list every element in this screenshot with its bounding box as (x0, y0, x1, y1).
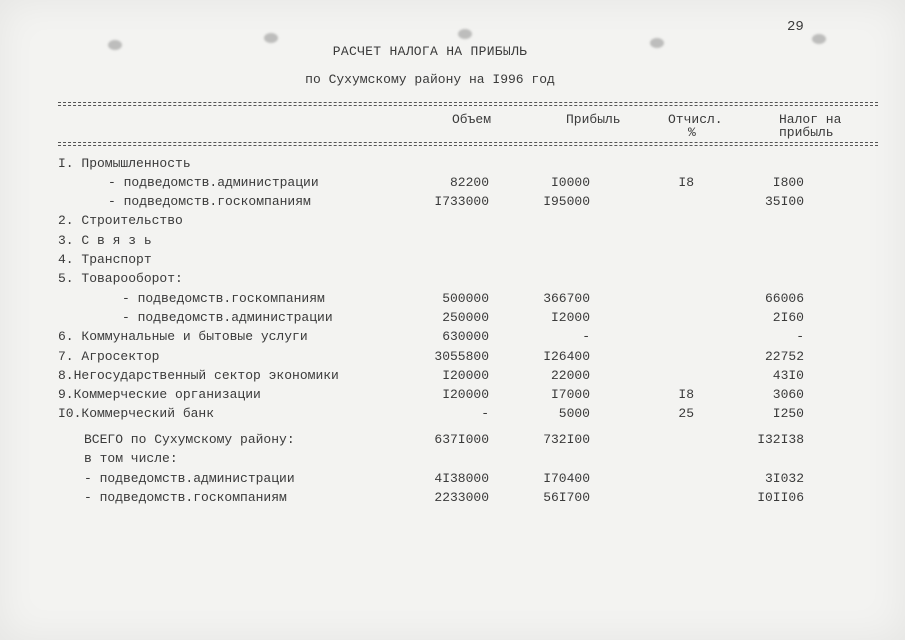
column-header-tax-line1: Налог на (779, 112, 842, 127)
column-header-deduction-line2: % (688, 125, 696, 140)
row-label: ВСЕГО по Сухумскому району: (84, 432, 295, 447)
cell-volume: I20000 (442, 387, 489, 402)
column-header-volume: Объем (452, 112, 492, 127)
column-header-tax-line2: прибыль (779, 125, 834, 140)
row-label: 5. Товарооборот: (58, 271, 183, 286)
cell-tax: 2I60 (772, 310, 804, 325)
table-row (0, 213, 905, 232)
row-label: - подведомств.госкомпаниям (84, 490, 287, 505)
table-rule-top (58, 102, 878, 103)
cell-tax: I800 (772, 175, 804, 190)
table-row (0, 387, 905, 406)
cell-tax: I0II06 (757, 490, 804, 505)
table-row (0, 194, 905, 213)
table-row (0, 349, 905, 368)
row-label: I0.Коммерческий банк (58, 406, 215, 421)
table-row (0, 329, 905, 348)
cell-tax: - (796, 329, 804, 344)
cell-volume: 2233000 (434, 490, 489, 505)
table-row (0, 175, 905, 194)
cell-tax: 22752 (764, 349, 804, 364)
cell-profit: 5000 (558, 406, 590, 421)
ink-smudge (458, 29, 472, 39)
row-label: 7. Агросектор (58, 349, 160, 364)
cell-profit: 366700 (543, 291, 590, 306)
table-row (0, 406, 905, 425)
row-label: I. Промышленность (58, 156, 191, 171)
cell-profit: 22000 (550, 368, 590, 383)
table-row (0, 490, 905, 509)
table-row (0, 291, 905, 310)
table-row (0, 471, 905, 490)
cell-volume: - (481, 406, 489, 421)
cell-deduction: I8 (678, 387, 694, 402)
table-rule-bottom (58, 142, 878, 143)
cell-profit: I70400 (543, 471, 590, 486)
table-row (0, 451, 905, 470)
column-header-tax (779, 113, 841, 139)
row-label: - подведомств.администрации (108, 175, 319, 190)
cell-deduction: I8 (678, 175, 694, 190)
table-row (0, 310, 905, 329)
row-label: - подведомств.администрации (122, 310, 333, 325)
cell-volume: 637I000 (434, 432, 489, 447)
cell-profit: - (582, 329, 590, 344)
cell-tax: 3060 (772, 387, 804, 402)
cell-volume: 3055800 (434, 349, 489, 364)
table-rule-top (58, 105, 878, 106)
row-label: 4. Транспорт (58, 252, 152, 267)
cell-volume: 82200 (449, 175, 489, 190)
cell-deduction: 25 (678, 406, 694, 421)
cell-volume: 630000 (442, 329, 489, 344)
cell-profit: I0000 (550, 175, 590, 190)
ink-smudge (264, 33, 278, 43)
column-header-profit: Прибыль (566, 112, 621, 127)
table-row (0, 156, 905, 175)
cell-profit: 56I700 (543, 490, 590, 505)
cell-tax: 3I032 (764, 471, 804, 486)
row-label: 2. Строительство (58, 213, 183, 228)
cell-profit: 732I00 (543, 432, 590, 447)
cell-tax: I250 (772, 406, 804, 421)
document-title: РАСЧЕТ НАЛОГА НА ПРИБЫЛЬ (332, 44, 528, 59)
cell-volume: I733000 (434, 194, 489, 209)
cell-profit: I7000 (550, 387, 590, 402)
cell-volume: 250000 (442, 310, 489, 325)
ink-smudge (650, 38, 664, 48)
table-row (0, 252, 905, 271)
cell-volume: I20000 (442, 368, 489, 383)
row-label: 8.Негосударственный сектор экономики (58, 368, 339, 383)
cell-profit: I2000 (550, 310, 590, 325)
table-row (0, 233, 905, 252)
cell-volume: 500000 (442, 291, 489, 306)
cell-tax: 66006 (764, 291, 804, 306)
cell-volume: 4I38000 (434, 471, 489, 486)
row-label: 9.Коммерческие организации (58, 387, 261, 402)
row-label: 3. С в я з ь (58, 233, 152, 248)
ink-smudge (812, 34, 826, 44)
column-header-deduction (668, 113, 723, 139)
table-row-total (0, 432, 905, 451)
cell-tax: 43I0 (772, 368, 804, 383)
cell-profit: I95000 (543, 194, 590, 209)
table-row (0, 368, 905, 387)
row-label: 6. Коммунальные и бытовые услуги (58, 329, 308, 344)
table-row (0, 271, 905, 290)
cell-tax: 35I00 (764, 194, 804, 209)
row-label: - подведомств.администрации (84, 471, 295, 486)
row-label: - подведомств.госкомпаниям (108, 194, 311, 209)
row-label: в том числе: (84, 451, 178, 466)
table-rule-bottom (58, 145, 878, 146)
document-subtitle: по Сухумскому району на I996 год (305, 72, 555, 87)
column-header-deduction-line1: Отчисл. (668, 112, 723, 127)
cell-tax: I32I38 (757, 432, 804, 447)
page-number: 29 (787, 19, 804, 35)
row-label: - подведомств.госкомпаниям (122, 291, 325, 306)
ink-smudge (108, 40, 122, 50)
cell-profit: I26400 (543, 349, 590, 364)
